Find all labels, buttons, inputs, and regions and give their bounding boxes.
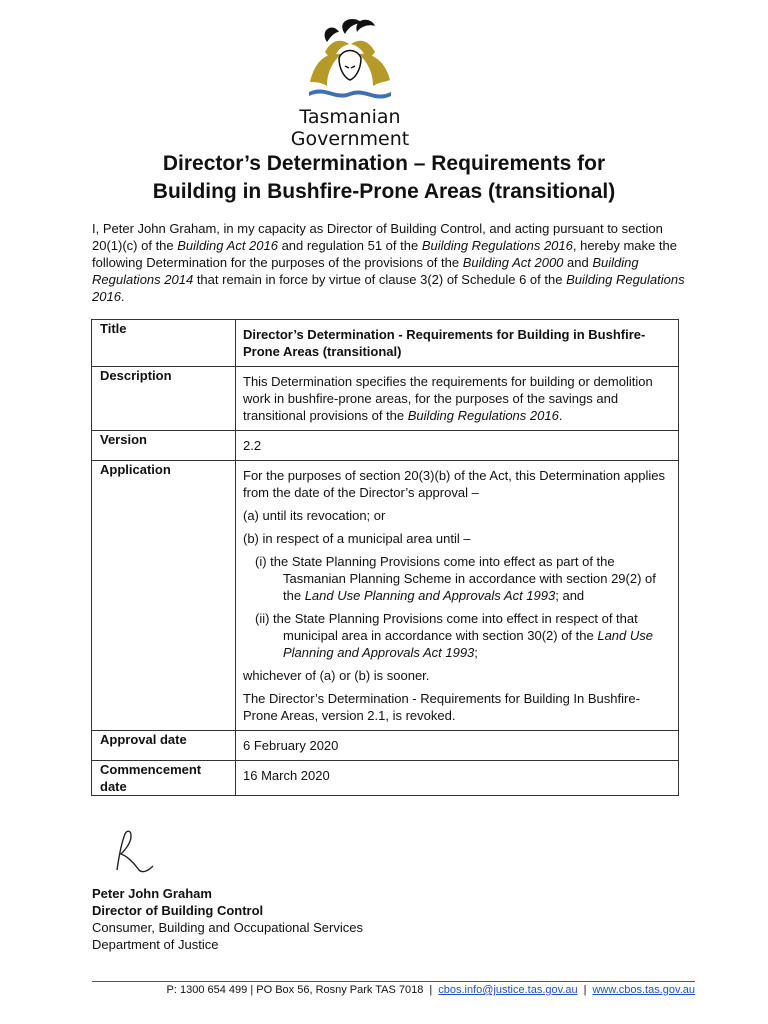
application-text: ;	[474, 645, 478, 660]
intro-act-ref: Building Regulations 2016	[421, 238, 573, 253]
intro-text: I, Peter John Graham, in my capacity as Director of Building Control, and acting pursuant to section 20(1)(c) of the	[92, 221, 663, 253]
table-row-application	[92, 461, 679, 731]
signer-name: Peter John Graham	[92, 886, 212, 901]
title-value: Director’s Determination - Requirements for Building in Bushfire-Prone Areas (transitional)	[236, 320, 679, 367]
signer-role: Director of Building Control	[92, 903, 264, 918]
application-act-ref: Land Use Planning and Approvals Act 1993	[283, 628, 653, 660]
intro-text: that remain in force by virtue of clause 3(2) of Schedule 6 of the	[193, 272, 567, 287]
intro-text: .	[120, 289, 125, 304]
footer-website-link[interactable]: www.cbos.tas.gov.au	[592, 984, 695, 996]
application-item-b: (b) in respect of a municipal area until –	[243, 531, 471, 546]
footer-contact: P: 1300 654 499 | PO Box 56, Rosny Park TAS 7018	[166, 984, 424, 996]
row-label: Approval date	[92, 731, 236, 761]
intro-act-ref: Building Regulations 2014	[92, 255, 639, 287]
application-intro: For the purposes of section 20(3)(b) of the Act, this Determination applies from the date of the Director’s approval –	[243, 468, 665, 500]
signer-department: Department of Justice	[92, 937, 219, 952]
table-row-approval-date	[92, 731, 679, 761]
signature-block	[92, 885, 363, 953]
description-value	[236, 367, 679, 431]
footer-divider	[92, 981, 695, 982]
description-text: This Determination specifies the requirements for building or demolition work in bushfire-prone areas, for the purposes of the savings and transitional provisions of the	[243, 374, 653, 423]
intro-act-ref: Building Act 2000	[462, 255, 564, 270]
intro-text: and	[563, 255, 593, 270]
table-row-description	[92, 367, 679, 431]
application-text: ; and	[555, 588, 585, 603]
page-footer	[92, 983, 695, 997]
application-whichever: whichever of (a) or (b) is sooner.	[243, 668, 430, 683]
application-text: (ii) the State Planning Provisions come into effect in respect of that municipal area in accordance with section 30(2) of the	[255, 611, 638, 643]
intro-act-ref: Building Regulations 2016	[92, 272, 685, 304]
description-text: .	[558, 408, 563, 423]
determination-table	[91, 319, 679, 796]
row-label: Application	[92, 461, 236, 731]
row-label: Version	[92, 431, 236, 461]
footer-email-link[interactable]: cbos.info@justice.tas.gov.au	[438, 984, 578, 996]
table-row-commencement-date	[92, 761, 679, 796]
intro-paragraph	[92, 220, 692, 305]
tasmanian-government-logo	[280, 12, 420, 150]
application-item-b-ii	[243, 610, 670, 661]
application-text: (i) the State Planning Provisions come into effect as part of the Tasmanian Planning Scheme in accordance with section 29(2) of the	[255, 554, 656, 603]
row-label: Title	[92, 320, 236, 367]
signature-image	[105, 826, 165, 876]
row-label: Description	[92, 367, 236, 431]
commencement-date-value: 16 March 2020	[236, 761, 679, 796]
table-row-version	[92, 431, 679, 461]
title-line-2: Building in Bushfire-Prone Areas (transitional)	[152, 180, 616, 203]
application-item-b-i	[243, 553, 670, 604]
application-item-a: (a) until its revocation; or	[243, 508, 386, 523]
table-row-title	[92, 320, 679, 367]
title-line-1: Director’s Determination – Requirements for	[162, 152, 606, 175]
footer-separator: |	[429, 984, 433, 996]
logo-text-tasmanian: Tasmanian	[299, 106, 401, 128]
signer-organisation: Consumer, Building and Occupational Services	[92, 920, 363, 935]
intro-act-ref: Building Act 2016	[177, 238, 278, 253]
application-act-ref: Land Use Planning and Approvals Act 1993	[304, 588, 556, 603]
tasmanian-government-emblem	[305, 12, 395, 104]
intro-text: , hereby make the following Determination for the purposes of the provisions of the	[92, 238, 677, 270]
application-value	[236, 461, 679, 731]
version-value: 2.2	[236, 431, 679, 461]
footer-separator: |	[583, 984, 587, 996]
row-label: Commencement date	[92, 761, 236, 796]
description-act-ref: Building Regulations 2016	[407, 408, 559, 423]
intro-text: and regulation 51 of the	[277, 238, 422, 253]
approval-date-value: 6 February 2020	[236, 731, 679, 761]
application-revoked: The Director’s Determination - Requirements for Building In Bushfire-Prone Areas, version 2.1, is revoked.	[243, 691, 640, 723]
document-title	[60, 150, 708, 206]
logo-text-government: Government	[290, 128, 410, 150]
